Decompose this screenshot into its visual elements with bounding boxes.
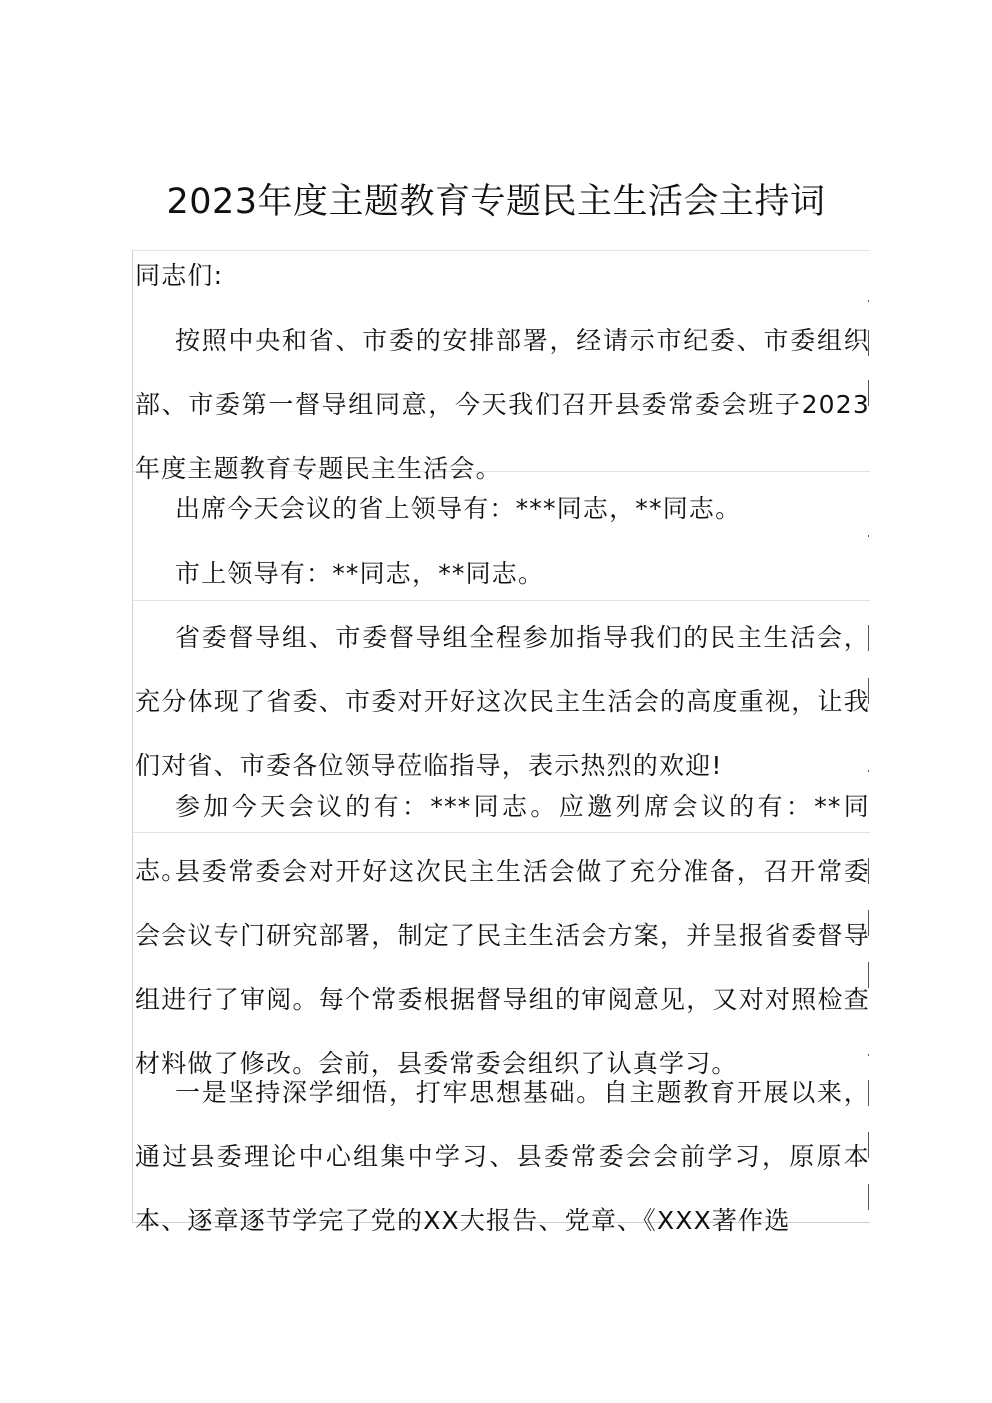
paragraph: 省委督导组、市委督导组全程参加指导我们的民主生活会，充分体现了省委、市委对开好这次民主生活会的高度重视，让我们对省、市委各位领导莅临指导，表示热烈的欢迎! [135, 623, 870, 780]
document-title: 2023年度主题教育专题民主生活会主持词 [166, 182, 826, 222]
paragraph: 市上领导有：**同志，**同志。 [175, 559, 545, 588]
paragraph: 参加今天会议的有：***同志。应邀列席会议的有：**同志。 [135, 792, 870, 885]
paragraph: 出席今天会议的省上领导有：***同志，**同志。 [175, 494, 742, 523]
paragraph: 县委常委会对开好这次民主生活会做了充分准备，召开常委会会议专门研究部署，制定了民主生活会方案，并呈报省委督导组进行了审阅。每个常委根据督导组的审阅意见，又对对照检查材料做了修改。会前，县委常委会组织了认真学习。 [135, 857, 870, 1078]
paragraph: 一是坚持深学细悟，打牢思想基础。自主题教育开展以来，通过县委理论中心组集中学习、县委常委会会前学习，原原本本、逐章逐节学完了党的XX大报告、党章、《XXX著作选 [135, 1078, 870, 1235]
salutation: 同志们: [135, 261, 224, 290]
paragraph: 按照中央和省、市委的安排部署，经请示市纪委、市委组织部、市委第一督导组同意，今天我们召开县委常委会班子2023年度主题教育专题民主生活会。 [135, 326, 870, 483]
